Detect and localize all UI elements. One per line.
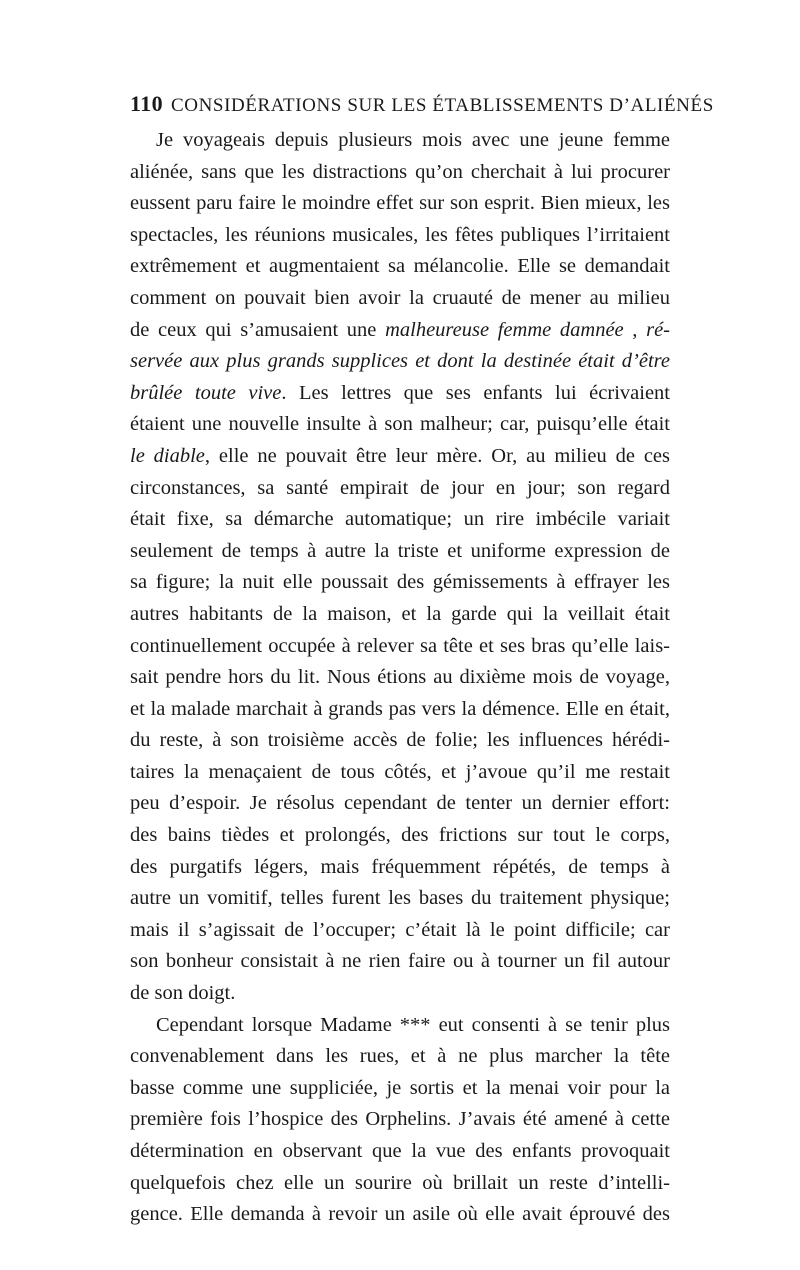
text-line: gence. Elle demanda à revoir un asile où elle avait éprouvé des bbox=[130, 1203, 670, 1226]
text-line: peu d’espoir. Je résolus cependant de tenter un dernier effort: bbox=[130, 792, 670, 815]
text-line bbox=[130, 315, 670, 347]
text-line: circonstances, sa santé empirait de jour en jour; son regard bbox=[130, 476, 670, 499]
text-line: des bains tièdes et prolongés, des frictions sur tout le corps, bbox=[130, 824, 670, 847]
text-line: seulement de temps à autre la triste et uniforme expression de bbox=[130, 539, 670, 562]
body-text bbox=[130, 125, 670, 1231]
text-line: son bonheur consistait à ne rien faire ou à tourner un fil autour bbox=[130, 950, 670, 973]
text-line: convenablement dans les rues, et à ne plus marcher la tête bbox=[130, 1045, 670, 1068]
text-line: sa figure; la nuit elle poussait des gémissements à effrayer les bbox=[130, 571, 670, 594]
text-line: quelquefois chez elle un sourire où brillait un reste d’intelli- bbox=[130, 1171, 670, 1194]
text-line: étaient une nouvelle insulte à son malheur; car, puisqu’elle était bbox=[130, 413, 670, 436]
text-line: taires la menaçaient de tous côtés, et j’avoue qu’il me restait bbox=[130, 760, 670, 783]
text-run: de ceux qui s’amusaient une bbox=[130, 318, 386, 341]
text-line: du reste, à son troisième accès de folie; les influences hérédi- bbox=[130, 729, 670, 752]
text-line bbox=[130, 441, 670, 473]
text-line: sait pendre hors du lit. Nous étions au dixième mois de voyage, bbox=[130, 666, 670, 689]
text-line: des purgatifs légers, mais fréquemment répétés, de temps à bbox=[130, 855, 670, 878]
italic-text: le diable bbox=[130, 444, 205, 467]
text-line: comment on pouvait bien avoir la cruauté de mener au milieu bbox=[130, 286, 670, 309]
text-line: continuellement occupée à relever sa tête et ses bras qu’elle lais- bbox=[130, 634, 670, 657]
text-line: et la malade marchait à grands pas vers la démence. Elle en était, bbox=[130, 697, 670, 720]
running-head bbox=[130, 88, 714, 120]
text-line: eussent paru faire le moindre effet sur son esprit. Bien mieux, les bbox=[130, 192, 670, 215]
text-line: mais il s’agissait de l’occuper; c’était là le point difficile; car bbox=[130, 918, 670, 941]
text-run: , elle ne pouvait être leur mère. Or, au milieu de ces bbox=[204, 444, 670, 467]
text-line: était fixe, sa démarche automatique; un rire imbécile variait bbox=[130, 508, 670, 531]
text-line bbox=[130, 346, 670, 378]
italic-text: brûlée toute vive bbox=[130, 381, 282, 404]
text-line: première fois l’hospice des Orphelins. J’avais été amené à cette bbox=[130, 1108, 670, 1131]
text-run: . Les lettres que ses enfants lui écrivaient bbox=[281, 381, 670, 404]
text-line: basse comme une suppliciée, je sortis et la menai voir pour la bbox=[130, 1076, 670, 1099]
text-line: spectacles, les réunions musicales, les fêtes publiques l’irritaient bbox=[130, 223, 670, 246]
page-number: 110 bbox=[130, 91, 163, 116]
text-line: Je voyageais depuis plusieurs mois avec une jeune femme bbox=[156, 129, 670, 151]
text-line: Cependant lorsque Madame *** eut consenti à se tenir plus bbox=[156, 1013, 670, 1036]
italic-text: servée aux plus grands supplices et dont la destinée était d’être bbox=[130, 350, 670, 373]
text-line: aliénée, sans que les distractions qu’on cherchait à lui procurer bbox=[130, 160, 670, 183]
running-head-title: CONSIDÉRATIONS SUR LES ÉTABLISSEMENTS D’ALIÉNÉS bbox=[171, 95, 714, 116]
text-line: de son doigt. bbox=[130, 982, 236, 1005]
italic-text: malheureuse femme damnée , ré- bbox=[385, 318, 670, 341]
text-line: autre un vomitif, telles furent les bases du traitement physique; bbox=[130, 887, 670, 910]
text-line: extrêmement et augmentaient sa mélancolie. Elle se demandait bbox=[130, 255, 670, 278]
text-line: détermination en observant que la vue des enfants provoquait bbox=[130, 1140, 670, 1162]
text-line: autres habitants de la maison, et la garde qui la veillait était bbox=[130, 602, 670, 625]
text-line bbox=[130, 378, 670, 410]
